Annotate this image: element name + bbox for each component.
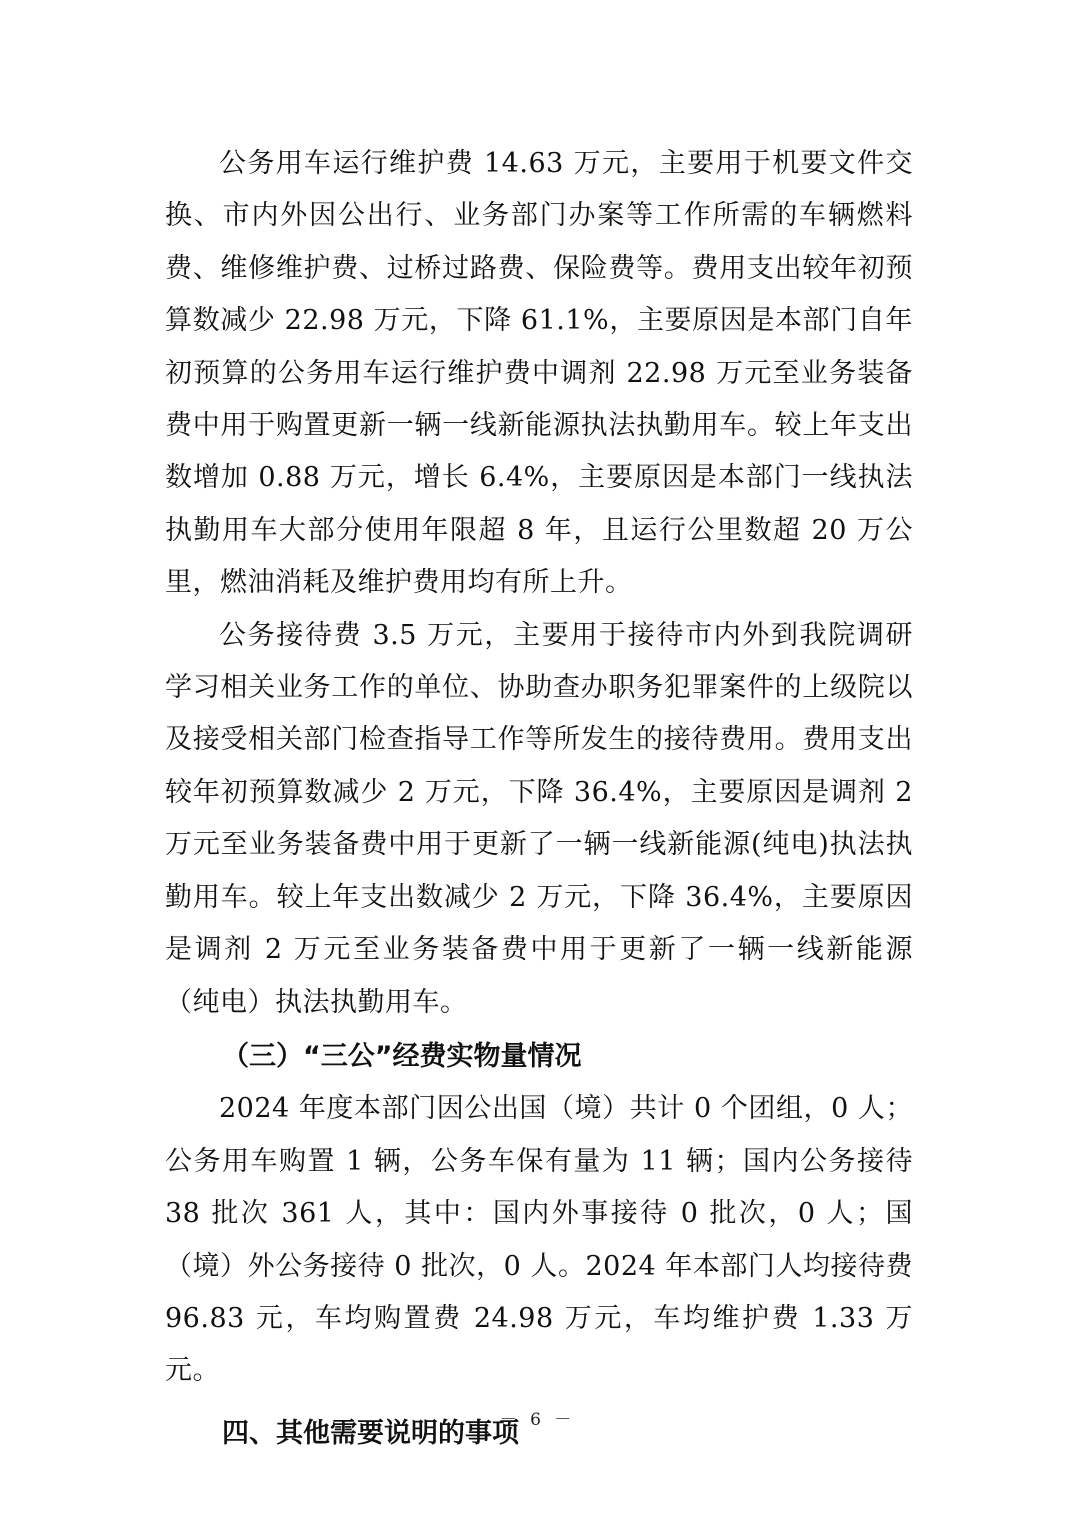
document-body bbox=[165, 138, 913, 1460]
paragraph-reception-fee: 公务接待费 3.5 万元，主要用于接待市内外到我院调研学习相关业务工作的单位、协助查办职务犯罪案件的上级院以及接受相关部门检查指导工作等所发生的接待费用。费用支出较年初预算数减少 2 万元，下降 36.4%，主要原因是调剂 2 万元至业务装备费中用于更新了一辆一线新能源(纯电)执法执勤用车。较上年支出数减少 2 万元，下降 36.4%，主要原因是调剂 2 万元至业务装备费中用于更新了一辆一线新能源（纯电）执法执勤用车。 bbox=[165, 619, 913, 1018]
section-heading-other-matters: 四、其他需要说明的事项 bbox=[222, 1417, 519, 1449]
paragraph-physical-quantity: 2024 年度本部门因公出国（境）共计 0 个团组，0 人；公务用车购置 1 辆，公务车保有量为 11 辆；国内公务接待 38 批次 361 人，其中：国内外事接待 0 批次，0 人；国（境）外公务接待 0 批次，0 人。2024 年本部门人均接待费 96.83 元，车均购置费 24.98 万元，车均维护费 1.33 万元。 bbox=[165, 1093, 913, 1387]
page-number: － 6 － bbox=[499, 1410, 576, 1430]
paragraph-vehicle-maintenance: 公务用车运行维护费 14.63 万元，主要用于机要文件交换、市内外因公出行、业务部门办案等工作所需的车辆燃料费、维修维护费、过桥过路费、保险费等。费用支出较年初预算数减少 22.98 万元，下降 61.1%，主要原因是本部门自年初预算的公务用车运行维护费中调剂 22.98 万元至业务装备费中用于购置更新一辆一线新能源执法执勤用车。较上年支出数增加 0.88 万元，增长 6.4%，主要原因是本部门一线执法执勤用车大部分使用年限超 8 年，且运行公里数超 20 万公里，燃油消耗及维护费用均有所上升。 bbox=[165, 148, 913, 599]
subheading-physical-quantity: （三）“三公”经费实物量情况 bbox=[222, 1040, 582, 1072]
